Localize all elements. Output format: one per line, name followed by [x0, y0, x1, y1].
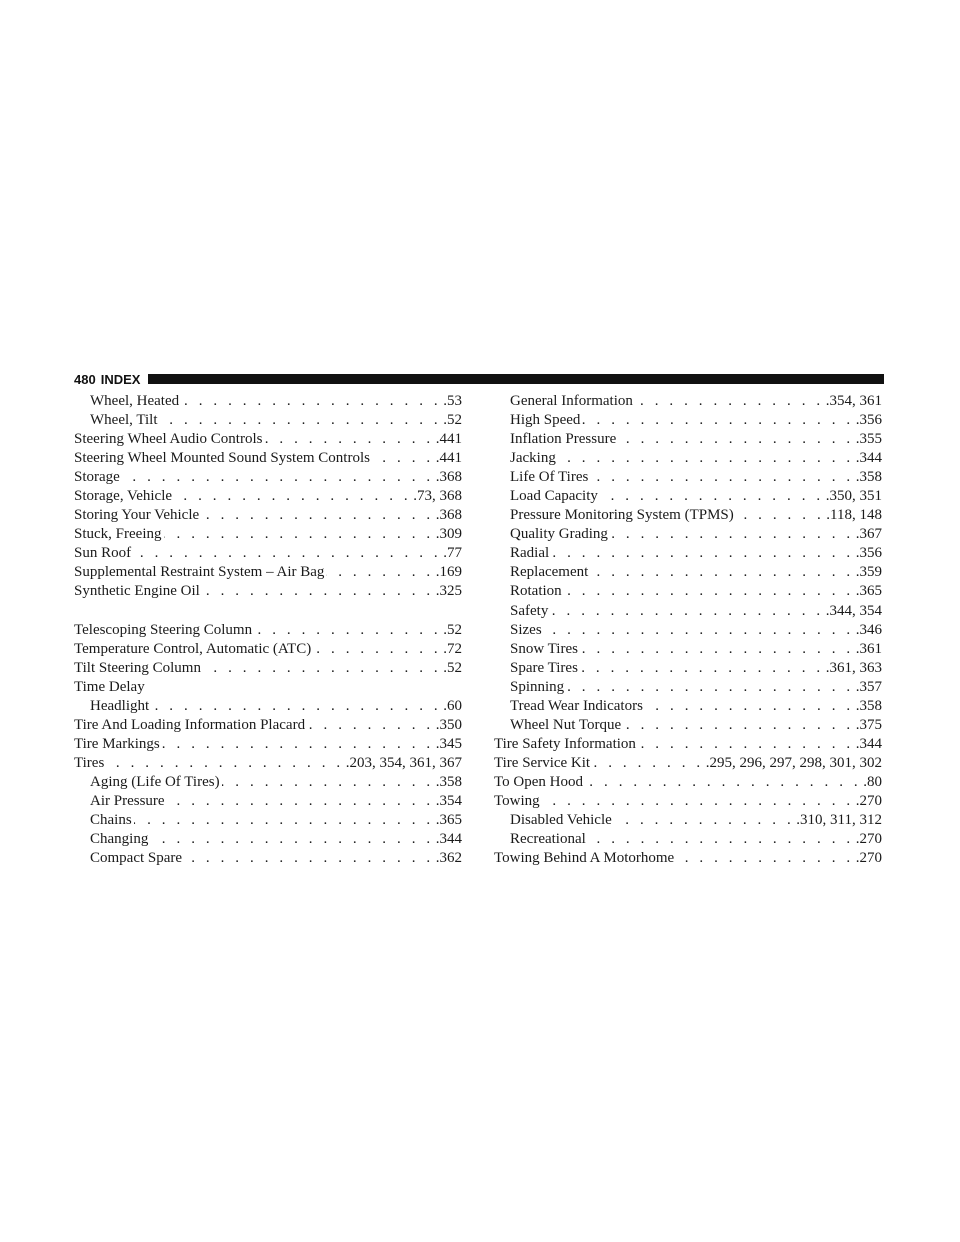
entry-page-refs: .365 [435, 812, 462, 829]
dot-leader [542, 792, 854, 811]
entry-label: Sizes [510, 621, 542, 638]
dot-leader [551, 544, 854, 563]
entry-page-refs: .362 [435, 850, 462, 867]
index-entry [74, 640, 462, 659]
index-subentry [494, 716, 882, 735]
entry-label: Spinning [510, 678, 565, 695]
entry-label: Changing [90, 831, 149, 848]
dot-leader [736, 506, 825, 525]
dot-leader [676, 849, 854, 868]
entry-page-refs: .309 [435, 526, 462, 543]
dot-leader [590, 468, 853, 487]
index-subentry [494, 487, 882, 506]
index-subentry [494, 697, 882, 716]
dot-leader [623, 716, 854, 735]
dot-leader [585, 773, 861, 792]
index-entry [74, 659, 462, 678]
entry-label: Radial [510, 545, 550, 562]
entry-page-refs: .357 [855, 678, 882, 695]
entry-page-refs: .346 [855, 621, 882, 638]
entry-label: Towing [494, 792, 540, 809]
entry-page-refs: .356 [855, 545, 882, 562]
dot-leader [222, 773, 434, 792]
entry-label: Steering Wheel Audio Controls [74, 431, 263, 448]
entry-label: Snow Tires [510, 640, 578, 657]
entry-label: Wheel, Heated [90, 393, 180, 409]
entry-page-refs: .365 [855, 583, 882, 600]
dot-leader [580, 640, 854, 659]
dot-leader [134, 811, 434, 830]
index-subentry [74, 773, 462, 792]
index-column-left [74, 392, 462, 868]
entry-page-refs: .270 [855, 831, 882, 848]
entry-page-refs: .375 [855, 716, 882, 733]
dot-leader [638, 735, 854, 754]
section-title: INDEX [100, 371, 141, 387]
entry-page-refs: .52 [443, 621, 462, 638]
index-subentry [74, 392, 462, 411]
dot-leader [202, 582, 434, 601]
entry-page-refs: .358 [435, 773, 462, 790]
entry-page-refs: .344 [435, 831, 462, 848]
index-entry [74, 716, 462, 735]
entry-label: Safety [510, 602, 549, 619]
entry-label: Disabled Vehicle [510, 812, 612, 829]
dot-leader [558, 449, 854, 468]
index-entry [494, 849, 882, 868]
index-entry [74, 678, 462, 697]
entry-page-refs: .295, 296, 297, 298, 301, 302 [705, 754, 882, 771]
index-subentry [494, 449, 882, 468]
dot-leader [588, 830, 854, 849]
entry-label: Load Capacity [510, 488, 598, 505]
entry-page-refs: .270 [855, 850, 882, 867]
entry-page-refs: .169 [435, 564, 462, 581]
index-subentry [494, 430, 882, 449]
entry-label: Jacking [510, 450, 556, 467]
entry-label: Tire And Loading Information Placard [74, 716, 306, 733]
entry-page-refs: .203, 354, 361, 367 [345, 754, 462, 771]
entry-label: Spare Tires [510, 659, 578, 676]
entry-page-refs: .350 [435, 716, 462, 733]
dot-leader [133, 544, 441, 563]
entry-page-refs: .354 [435, 792, 462, 809]
dot-leader [264, 430, 433, 449]
entry-label: Storage [74, 469, 120, 486]
entry-page-refs: .73, 368 [413, 488, 462, 505]
index-entry [74, 735, 462, 754]
entry-label: Tread Wear Indicators [510, 697, 643, 714]
index-entry [74, 468, 462, 487]
index-subentry [74, 792, 462, 811]
entry-page-refs: .345 [435, 735, 462, 752]
entry-label: Inflation Pressure [510, 431, 617, 448]
entry-label: Supplemental Restraint System – Air Bag [74, 564, 325, 581]
index-entry [74, 754, 462, 773]
index-subentry [494, 392, 882, 411]
dot-leader [307, 716, 434, 735]
entry-label: Wheel, Tilt [90, 412, 158, 429]
dot-leader [167, 792, 434, 811]
dot-leader [564, 582, 854, 601]
index-subentry [494, 411, 882, 430]
entry-label: Recreational [510, 831, 586, 848]
index-entry [494, 735, 882, 754]
entry-page-refs: .367 [855, 526, 882, 543]
index-subentry [74, 830, 462, 849]
dot-leader [592, 754, 704, 773]
dot-leader [635, 392, 824, 411]
entry-page-refs: .53 [443, 393, 462, 409]
entry-label: Rotation [510, 583, 562, 600]
entry-label: Tire Markings [74, 735, 160, 752]
dot-leader [150, 830, 433, 849]
dot-leader [203, 659, 441, 678]
entry-page-refs: .52 [443, 412, 462, 429]
entry-page-refs: .361 [855, 640, 882, 657]
index-entry [494, 792, 882, 811]
index-subentry [494, 544, 882, 563]
entry-page-refs: .356 [855, 412, 882, 429]
entry-label: Steering Wheel Mounted Sound System Controls [74, 450, 370, 467]
entry-label: Wheel Nut Torque [510, 716, 622, 733]
entry-page-refs: .350, 351 [825, 488, 882, 505]
index-column-right [494, 392, 882, 868]
entry-page-refs: .77 [443, 545, 462, 562]
entry-label: Air Pressure [90, 792, 165, 809]
entry-page-refs: .358 [855, 469, 882, 486]
dot-leader [174, 487, 411, 506]
dot-leader [184, 849, 434, 868]
entry-page-refs: .359 [855, 564, 882, 581]
entry-label: General Information [510, 393, 633, 409]
dot-leader [254, 621, 441, 640]
entry-label: Synthetic Engine Oil [74, 583, 200, 600]
index-subentry [494, 563, 882, 582]
index-entry [74, 544, 462, 563]
dot-leader [151, 697, 441, 716]
dot-leader [181, 392, 441, 411]
entry-page-refs: .344 [855, 450, 882, 467]
dot-leader [600, 487, 824, 506]
entry-page-refs: .118, 148 [826, 507, 882, 524]
dot-leader [645, 697, 854, 716]
index-subentry [74, 411, 462, 430]
dot-leader [582, 411, 853, 430]
index-entry [494, 773, 882, 792]
index-entry [494, 754, 882, 773]
entry-page-refs: .355 [855, 431, 882, 448]
dot-leader [618, 430, 854, 449]
entry-page-refs: .441 [435, 450, 462, 467]
index-subentry [74, 849, 462, 868]
dot-leader [610, 525, 854, 544]
index-entry [74, 487, 462, 506]
index-subentry [494, 678, 882, 697]
page-header [74, 370, 884, 388]
dot-leader [160, 411, 442, 430]
page-number: 480 [74, 371, 96, 387]
entry-page-refs: .358 [855, 697, 882, 714]
entry-label: Compact Spare [90, 850, 183, 867]
index-subentry [494, 602, 882, 621]
entry-label: Quality Grading [510, 526, 608, 543]
entry-label: Life Of Tires [510, 469, 589, 486]
dot-leader [106, 754, 343, 773]
entry-page-refs: .441 [435, 431, 462, 448]
entry-label: Pressure Monitoring System (TPMS) [510, 507, 734, 524]
index-subentry [494, 621, 882, 640]
index-subentry [494, 659, 882, 678]
index-subentry [494, 506, 882, 525]
entry-label: Tires [74, 754, 105, 771]
entry-label: Tilt Steering Column [74, 659, 201, 676]
index-entry [74, 525, 462, 544]
entry-label: Storage, Vehicle [74, 488, 173, 505]
index-entry [74, 506, 462, 525]
index-subentry [74, 811, 462, 830]
index-subentry [74, 697, 462, 716]
entry-label: Replacement [510, 564, 589, 581]
entry-page-refs: .52 [443, 659, 462, 676]
dot-leader [566, 678, 854, 697]
entry-page-refs: .80 [863, 773, 882, 790]
index-subentry [494, 525, 882, 544]
entry-page-refs: .325 [435, 583, 462, 600]
entry-label: Sun Roof [74, 545, 132, 562]
index-subentry [494, 811, 882, 830]
entry-page-refs: .60 [443, 697, 462, 714]
index-spacer [74, 602, 462, 621]
dot-leader [614, 811, 795, 830]
entry-page-refs: .310, 311, 312 [796, 812, 882, 829]
dot-leader [326, 563, 433, 582]
entry-label: Time Delay [74, 678, 145, 695]
entry-page-refs: .361, 363 [825, 659, 882, 676]
dot-leader [164, 525, 434, 544]
index-entry [74, 449, 462, 468]
dot-leader [313, 640, 441, 659]
entry-label: Aging (Life Of Tires) [90, 773, 220, 790]
entry-label: Temperature Control, Automatic (ATC) [74, 640, 312, 657]
index-subentry [494, 582, 882, 601]
entry-label: Storing Your Vehicle [74, 507, 200, 524]
entry-page-refs: .72 [443, 640, 462, 657]
dot-leader [162, 735, 434, 754]
header-rule [148, 374, 884, 384]
index-subentry [494, 830, 882, 849]
dot-leader [550, 602, 823, 621]
entry-label: Tire Safety Information [494, 735, 636, 752]
entry-page-refs: .368 [435, 507, 462, 524]
index-subentry [494, 468, 882, 487]
entry-label: Headlight [90, 697, 150, 714]
entry-label: High Speed [510, 412, 581, 429]
entry-label: Stuck, Freeing [74, 526, 162, 543]
entry-label: Telescoping Steering Column [74, 621, 253, 638]
dot-leader [580, 659, 824, 678]
dot-leader [372, 449, 434, 468]
entry-label: To Open Hood [494, 773, 583, 790]
entry-page-refs: .344 [855, 735, 882, 752]
entry-page-refs: .270 [855, 792, 882, 809]
dot-leader [122, 468, 434, 487]
index-subentry [494, 640, 882, 659]
entry-label: Towing Behind A Motorhome [494, 850, 675, 867]
entry-page-refs: .344, 354 [825, 602, 882, 619]
dot-leader [590, 563, 853, 582]
index-entry [74, 430, 462, 449]
index-entry [74, 621, 462, 640]
dot-leader [544, 621, 854, 640]
index-entry [74, 563, 462, 582]
entry-label: Chains [90, 812, 132, 829]
entry-label: Tire Service Kit [494, 754, 591, 771]
dot-leader [201, 506, 434, 525]
entry-page-refs: .368 [435, 469, 462, 486]
index-entry [74, 582, 462, 601]
entry-page-refs: .354, 361 [825, 393, 882, 409]
